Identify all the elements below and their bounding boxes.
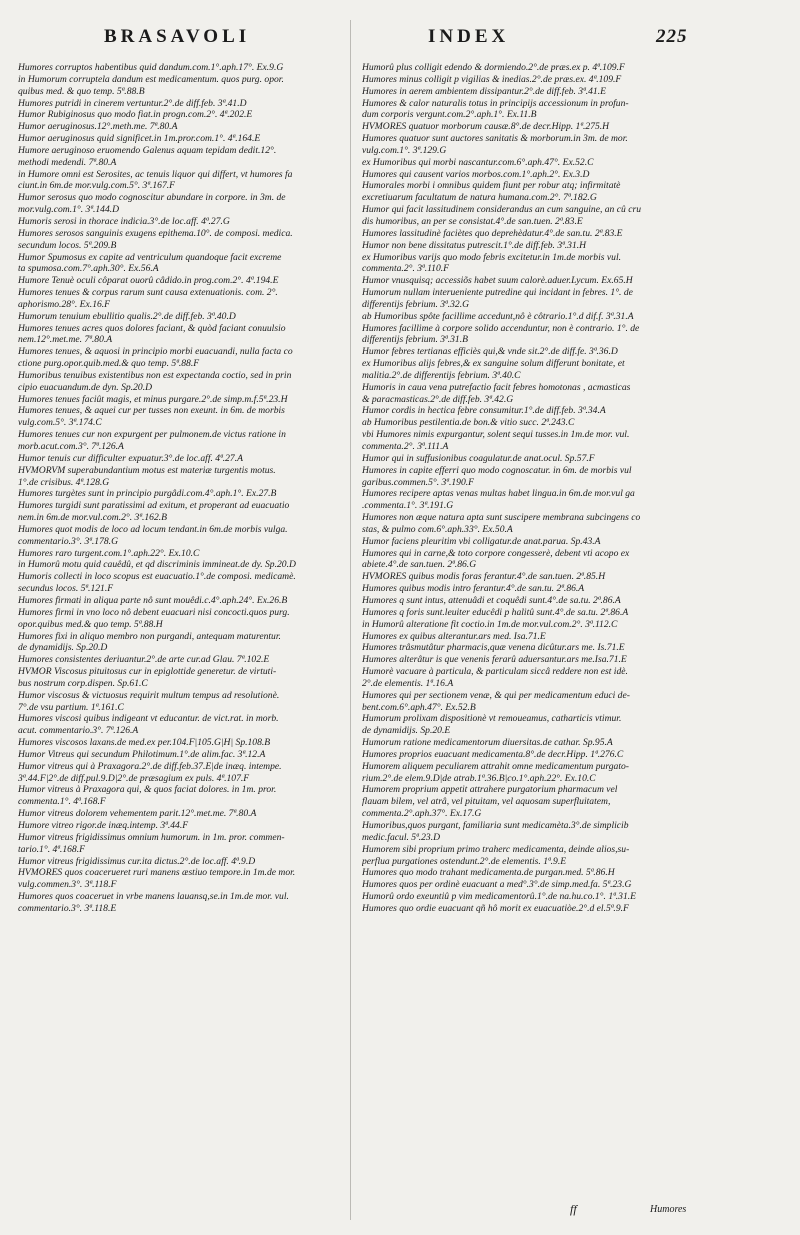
index-entry-line: Humorem proprium appetit attrahere purgatorium pharmacum vel: [362, 784, 618, 796]
index-entry-line: secundus locos. 5ª.121.F: [18, 583, 114, 595]
index-entry-line: stas, & pulmo com.6°.aph.33°. Ex.50.A: [362, 523, 513, 535]
index-entry-line: vulg.commen.3°. 3ª.118.F: [18, 879, 117, 891]
page-number: 225: [656, 26, 688, 47]
index-entry-line: Humores proprios euacuant medicamenta.8°.de decr.Hipp. 1ª.276.C: [362, 748, 624, 760]
index-entry-line: Humoris collecti in loco scopus est euacuatio.1°.de composi. medicamè.: [18, 571, 296, 583]
index-entry-line: Humores raro turgent.com.1°.aph.22°. Ex.10.C: [18, 547, 200, 559]
index-entry-line: ciunt.in 6m.de mor.vulg.com.5°. 3ª.167.F: [18, 180, 176, 192]
index-entry-line: garibus.commen.5°. 3ª.190.F: [362, 476, 475, 488]
index-entry-line: Humorum prolixam dispositionè vt remoueamus, catharticis vtimur.: [362, 713, 622, 725]
index-entry-line: Humor vitreus à Praxagora qui, & quos faciat dolores. in 1m. pror.: [18, 784, 277, 796]
index-entry-line: mor.vulg.com.1°. 3ª.144.D: [18, 204, 120, 216]
index-entry-line: vbi Humores nimis expurgantur, solent sequi tusses.in 1m.de mor. vul.: [362, 429, 630, 441]
index-entry-line: Humores corruptos habentibus quid dandum.com.1°.aph.17°. Ex.9.G: [18, 62, 284, 73]
index-entry-line: Humores putridi in cinerem vertuntur.2°.de diff.feb. 3ª.41.D: [18, 97, 247, 109]
index-entry-line: Humor vitreus frigidissimus omnium humorum. in 1m. pror. commen-: [18, 831, 285, 843]
index-entry-line: commenta.2°.aph.37°. Ex.17.G: [362, 808, 482, 820]
index-entry-line: Humorales morbi i omnibus quidem fiunt per robur atq; infirmitatè: [362, 180, 621, 192]
running-head: [0, 26, 800, 58]
index-entry-line: Humor febres tertianas efficiès qui,& vnde sit.2°.de diff.fe. 3ª.36.D: [362, 346, 618, 358]
index-entry-line: ex Humoribus qui morbi nascantur.com.6°.aph.47°. Ex.52.C: [362, 156, 594, 168]
index-entry-line: Humores quo modo trahant medicamenta.de purgan.med. 5ª.86.H: [362, 867, 615, 879]
index-entry-line: Humores firmati in aliqua parte nô sunt mouêdi.c.4°.aph.24°. Ex.26.B: [18, 594, 288, 606]
index-entry-line: Humores & calor naturalis totus in principijs accessionum in profun-: [362, 97, 629, 109]
index-entry-line: Humor vitreus qui à Praxagora.2°.de diff.feb.37.E|de inæq. intempe.: [18, 760, 282, 772]
index-entry-line: Humor serosus quo modo cognoscitur abundare in corpore. in 3m. de: [18, 192, 286, 204]
index-entry-line: Humores turgètes sunt in principio purgâdi.com.4°.aph.1°. Ex.27.B: [18, 488, 277, 500]
index-entry-line: methodi medendi. 7ª.80.A: [18, 156, 117, 168]
column-divider: [350, 20, 351, 1220]
index-entry-line: Humores qui per sectionem venæ, & qui per medicamentum educi de-: [362, 689, 630, 701]
index-entry-line: secundum locos. 5ª.209.B: [18, 239, 117, 251]
index-entry-line: opor.quibus med.& quo temp. 5ª.88.H: [18, 618, 163, 630]
index-entry-line: HVMORES quibus modis foras ferantur.4°.de san.tuen. 2ª.85.H: [362, 571, 606, 583]
index-entry-line: Humor cordis in hectica febre consumitur.1°.de diff.feb. 3ª.34.A: [362, 405, 606, 417]
index-entry-line: Humorû ordo exeuntiû p vim medicamentorû.1°.de na.hu.co.1°. 1ª.31.E: [362, 891, 637, 903]
index-entry-line: Humor vitreus dolorem vehementem parit.12°.met.me. 7ª.80.A: [18, 808, 257, 820]
index-entry-line: abiete.4°.de san.tuen. 2ª.86.G: [362, 559, 477, 571]
index-entry-line: Humores lassitudinè faciètes quo deprehèdatur.4°.de san.tu. 2ª.83.E: [362, 227, 623, 239]
index-entry-line: Humores viscosos laxans.de med.ex per.104.F|105.G|H| Sp.108.B: [18, 737, 271, 749]
index-entry-line: Humores tenues acres quos dolores faciant, & quòd faciant conuulsio: [18, 322, 286, 334]
index-entry-line: flauam bilem, vel atrâ, vel pituitam, vel aquosam superfluitatem,: [362, 796, 611, 808]
index-entry-line: Humores serosos sanguinis exugens epithema.10°. de composi. medica.: [18, 227, 293, 239]
index-entry-line: 2°.de elementis. 1ª.16.A: [362, 677, 454, 689]
index-entry-line: tario.1°. 4ª.168.F: [18, 843, 85, 855]
index-entry-line: Humores firmi in vno loco nô debent euacuari nisi concocti.quos purg.: [18, 606, 290, 618]
index-entry-line: Humorum ratione medicamentorum diuersitas.de cathar. Sp.95.A: [362, 737, 613, 749]
index-entry-line: ctione purg.opor.quib.med.& quo temp. 5ª.88.F: [18, 358, 200, 370]
index-entry-line: ta spumosa.com.7°.aph.30°. Ex.56.A: [18, 263, 159, 275]
index-entry-line: Humorem aliquem peculiarem attrahit omne medicamentum purgato-: [362, 760, 629, 772]
index-entry-line: ab Humoribus spôte facillime accedunt,nô è côtrario.1°.d dif.f. 3ª.31.A: [362, 310, 634, 322]
index-entry-line: 1°.de crisibus. 4ª.128.G: [18, 476, 110, 488]
index-entry-line: Humores qui causent varios morbos.com.1°.aph.2°. Ex.3.D: [362, 168, 590, 180]
index-entry-line: Humorem sibi proprium primo traherc medicamenta, deinde alios,su-: [362, 843, 630, 855]
index-entry-line: de dynamidijs. Sp.20.D: [18, 642, 108, 654]
index-entry-line: in Humorû alteratione fit coctio.in 1m.de mor.vul.com.2°. 3ª.112.C: [362, 618, 618, 630]
index-entry-line: Humor tenuis cur difficulter expuatur.3°.de loc.aff. 4ª.27.A: [18, 452, 243, 464]
running-head-author: BRASAVOLI: [104, 26, 251, 47]
index-entry-line: HVMORES quatuor morborum causæ.8°.de decr.Hipp. 1ª.275.H: [362, 121, 610, 133]
index-entry-line: dis humoribus, an per se consistat.4°.de san.tuen. 2ª.83.E: [362, 215, 583, 227]
index-entry-line: Humoribus tenuibus existentibus non est expectanda coctio, sed in prin: [18, 369, 292, 381]
index-entry-line: HVMOR Viscosus pituitosus cur in epiglottide generetur. de virtuti-: [18, 666, 277, 678]
index-entry-line: Humores tenues, & aquosi in principio morbi euacuandi, nulla facta co: [18, 346, 293, 358]
index-entry-line: ab Humoribus pestilentia.de bon.& vitio succ. 2ª.243.C: [362, 417, 575, 429]
index-entry-line: commenta.1°. 4ª.168.F: [18, 796, 106, 808]
index-entry-line: Humores tenues, & aquei cur per tusses non exeunt. in 6m. de morbis: [18, 405, 285, 417]
index-entry-line: Humor qui in suffusionibus coagulatur.de anat.ocul. Sp.57.F: [362, 452, 595, 464]
index-entry-line: Humorè vacuare à particula, & particulam siccâ reddere non est idè.: [362, 666, 628, 678]
index-entry-line: acut. commentario.3°. 7ª.126.A: [18, 725, 139, 737]
index-entry-line: Humorum tenuium ebullitio qualis.2°.de diff.feb. 3ª.40.D: [18, 310, 236, 322]
index-entry-line: Humores trâsmutâtur pharmacis,quæ venena dicûtur.ars me. Is.71.E: [362, 642, 625, 654]
index-entry-line: commentario.3°. 3ª.178.G: [18, 535, 119, 547]
index-entry-line: nem.in 6m.de mor.vul.com.2°. 3ª.162.B: [18, 512, 168, 524]
index-entry-line: Humores fixi in aliquo membro non purgandi, antequam maturentur.: [18, 630, 281, 642]
index-entry-line: Humores quos coaceruet in vrbe manens lauansq,se.in 1m.de mor. vul.: [18, 891, 289, 903]
index-entry-line: in Humorû motu quid cauêdû, et qd discriminis immineat.de dy. Sp.20.D: [18, 559, 296, 571]
index-entry-line: 3ª.44.F|2°.de diff.pul.9.D|2°.de præsagium ex puls. 4ª.107.F: [18, 772, 250, 784]
index-entry-line: Humore vitreo rigor.de inæq.intemp. 3ª.44.F: [18, 820, 189, 831]
index-entry-line: medic.facul. 5ª.23.D: [362, 831, 441, 843]
index-entry-line: in Humore omni est Serosites, ac tenuis liquor qui differt, vt humores fa: [18, 168, 293, 180]
index-entry-line: perflua purgationes ostendunt.2°.de elementis. 1ª.9.E: [362, 855, 567, 867]
index-entry-line: Humore Tenuè oculi côparat ouorû câdido.in prog.com.2°. 4ª.194.E: [18, 275, 279, 287]
index-entry-line: Humores quot modis de loco ad locum tendant.in 6m.de morbis vulga.: [18, 523, 288, 535]
index-entry-line: Humores qui in carne,& toto corpore congesserè, debent vti acopo ex: [362, 547, 630, 559]
index-entry-line: commenta.2°. 3ª.110.F: [362, 263, 450, 275]
index-entry-line: Humor viscosus & victuosus requirit multum tempus ad resolutionè.: [18, 689, 280, 701]
index-entry-line: morb.acut.com.3°. 7ª.126.A: [18, 441, 124, 452]
index-entry-line: vulg.com.1°. 3ª.129.G: [362, 144, 447, 156]
index-entry-line: Humores turgidi sunt paratissimi ad exitum, et properant ad euacuatio: [18, 500, 290, 512]
index-entry-line: Humores tenues & corpus rarum sunt causa extenuationis. com. 2°.: [18, 287, 278, 299]
index-entry-line: bus nostrum corp.dispen. Sp.61.C: [18, 677, 148, 689]
running-head-index: INDEX: [428, 26, 510, 47]
index-entry-line: Humores viscosi quibus indigeant vt educantur. de vict.rat. in morb.: [18, 713, 279, 725]
index-entry-line: .commenta.1°. 3ª.191.G: [362, 500, 454, 512]
index-entry-line: Humores quatuor sunt auctores sanitatis & morborum.in 3m. de mor.: [362, 133, 628, 145]
index-entry-line: Humor aeruginosus quid significet.in 1m.pror.com.1°. 4ª.164.E: [18, 133, 261, 145]
index-entry-line: Humores in capite efferri quo modo cognoscatur. in 6m. de morbis vul: [362, 464, 632, 476]
index-entry-line: nem.12°.met.me. 7ª.80.A: [18, 334, 113, 346]
index-entry-line: Humores quibus modis intro ferantur.4°.de san.tu. 2ª.86.A: [362, 583, 585, 595]
index-entry-line: quibus med. & quo temp. 5ª.88.B: [18, 85, 145, 97]
index-entry-line: Humores q foris sunt.leuiter educêdi p halitû sunt.4°.de sa.tu. 2ª.86.A: [362, 606, 629, 618]
index-entry-line: Humores quo ordie euacuant qñ hô morit ex euacuatiòe.2°.d el.5ª.9.F: [362, 902, 629, 914]
index-entry-line: differentijs febrium. 3ª.32.G: [362, 298, 470, 310]
index-entry-line: Humoribus,quos purgant, familiaria sunt medicamèta.3°.de simplicib: [362, 820, 629, 831]
index-entry-line: excretiuarum facultatum de natura humana.com.2°. 7ª.182.G: [362, 192, 597, 204]
index-entry-line: Humores minus colligit p vigilias & inedias.2°.de præs.ex. 4ª.109.F: [362, 73, 622, 85]
index-entry-line: dum corporis vergunt.com.2°.aph.1°. Ex.11.B: [362, 109, 537, 121]
index-entry-line: cipio euacuandum.de dyn. Sp.20.D: [18, 381, 153, 393]
left-column: [18, 62, 338, 915]
index-entry-line: ex Humoribus alijs febres,& ex sanguine solum differunt bonitate, et: [362, 358, 625, 370]
index-entry-line: commenta.2°. 3ª.111.A: [362, 441, 449, 452]
index-entry-line: HVMORES quos coacerueret ruri manens æstiuo tempore.in 1m.de mor.: [18, 867, 296, 879]
index-entry-line: Humores alterâtur is que venenis ferarû aduersantur.ars me.Isa.71.E: [362, 654, 627, 666]
index-entry-line: de dynamidijs. Sp.20.E: [362, 725, 451, 737]
index-entry-line: Humor Spumosus ex capite ad ventriculum quandoque facit excreme: [18, 251, 282, 263]
index-entry-line: Humoris in caua vena putrefactio facit febres homotonas , acmasticas: [362, 381, 631, 393]
index-entry-line: Humor vnusquisq; accessiõs habet suum calorè.aduer.Lycum. Ex.65.H: [362, 275, 633, 287]
index-entry-line: vulg.com.5°. 3ª.174.C: [18, 417, 102, 429]
index-entry-line: Humores q sunt intus, attenuâdi et coquêdi sunt.4°.de sa.tu. 2ª.86.A: [362, 594, 621, 606]
index-entry-line: in Humorum corruptela dandum est medicamentum. quos purg. opor.: [18, 73, 284, 85]
right-column: [362, 62, 708, 915]
index-entry-line: & paracmasticas.2°.de diff.feb. 3ª.42.G: [362, 393, 514, 405]
index-entry-line: Humores quos per ordinè euacuant a med°.3°.de simp.med.fa. 5ª.23.G: [362, 879, 632, 891]
index-entry-line: rium.2°.de elem.9.D|de atrab.1ª.36.B|co.1°.aph.22°. Ex.10.C: [362, 772, 596, 784]
index-entry-line: Humor vitreus frigidissimus cur.ita dictus.2°.de loc.aff. 4ª.9.D: [18, 855, 256, 867]
index-entry-line: Humor aeruginosus.12°.meth.me. 7ª.80.A: [18, 121, 178, 133]
index-entry-line: Humores in aerem ambientem dissipantur.2°.de diff.feb. 3ª.41.E: [362, 85, 606, 97]
index-entry-line: Humores tenues cur non expurgent per pulmonem.de victus ratione in: [18, 429, 286, 441]
index-entry-line: Humor Rubiginosus quo modo fiat.in progn.com.2°. 4ª.202.E: [18, 109, 253, 121]
catchword: Humores: [650, 1204, 687, 1215]
index-entry-line: Humores recipere aptas venas multas habet lingua.in 6m.de mor.vul ga: [362, 488, 635, 500]
index-entry-line: 7°.de vsu partium. 1ª.161.C: [18, 701, 124, 713]
index-entry-line: differentijs febrium. 3ª.31.B: [362, 334, 468, 346]
index-entry-line: HVMORVM superabundantium motus est materiæ turgentis motus.: [18, 464, 276, 476]
index-entry-line: Humores facillime à corpore solido accenduntur, non è contrario. 1°. de: [362, 322, 640, 334]
index-entry-line: Humores tenues faciût magis, et minus purgare.2°.de simp.m.f.5ª.23.H: [18, 393, 288, 405]
index-entry-line: Humore aeruginoso eruomendo Galenus aquam tepidam dedit.12°.: [18, 144, 277, 156]
index-entry-line: Humorum nullam interueniente putredine qui incidant in febres. 1°. de: [362, 287, 633, 299]
index-entry-line: bent.com.6°.aph.47°. Ex.52.B: [362, 701, 476, 713]
index-entry-line: aphorismo.28°. Ex.16.F: [18, 298, 111, 310]
index-entry-line: Humor non bene dissitatus putrescit.1°.de diff.feb. 3ª.31.H: [362, 239, 587, 251]
index-entry-line: Humor Vitreus qui secundum Philotimum.1°.de alim.fac. 3ª.12.A: [18, 748, 266, 760]
index-entry-line: Humorû plus colligit edendo & dormiendo.2°.de præs.ex p. 4ª.109.F: [362, 62, 625, 73]
index-entry-line: Humores non æque natura apta sunt suscipere membrana subcingens co: [362, 512, 641, 524]
index-entry-line: Humor faciens pleuritim vbi colligatur.de anat.parua. Sp.43.A: [362, 535, 601, 547]
index-entry-line: Humoris serosi in thorace indicia.3°.de loc.aff. 4ª.27.G: [18, 215, 230, 227]
index-entry-line: Humores ex quibus alterantur.ars med. Isa.71.E: [362, 630, 546, 642]
index-entry-line: ex Humoribus varijs quo modo febris excitetur.in 1m.de morbis vul.: [362, 251, 622, 263]
index-entry-line: commentario.3°. 3ª.118.E: [18, 902, 117, 914]
index-entry-line: Humor qui facit lassitudinem considerandus an cum sanguine, an cû cru: [362, 204, 641, 216]
signature-mark: ff: [570, 1202, 577, 1216]
index-entry-line: Humores consistentes deriuantur.2°.de arte cur.ad Glau. 7ª.102.E: [18, 654, 270, 666]
index-entry-line: malitia.2°.de differentijs febrium. 3ª.40.C: [362, 369, 521, 381]
